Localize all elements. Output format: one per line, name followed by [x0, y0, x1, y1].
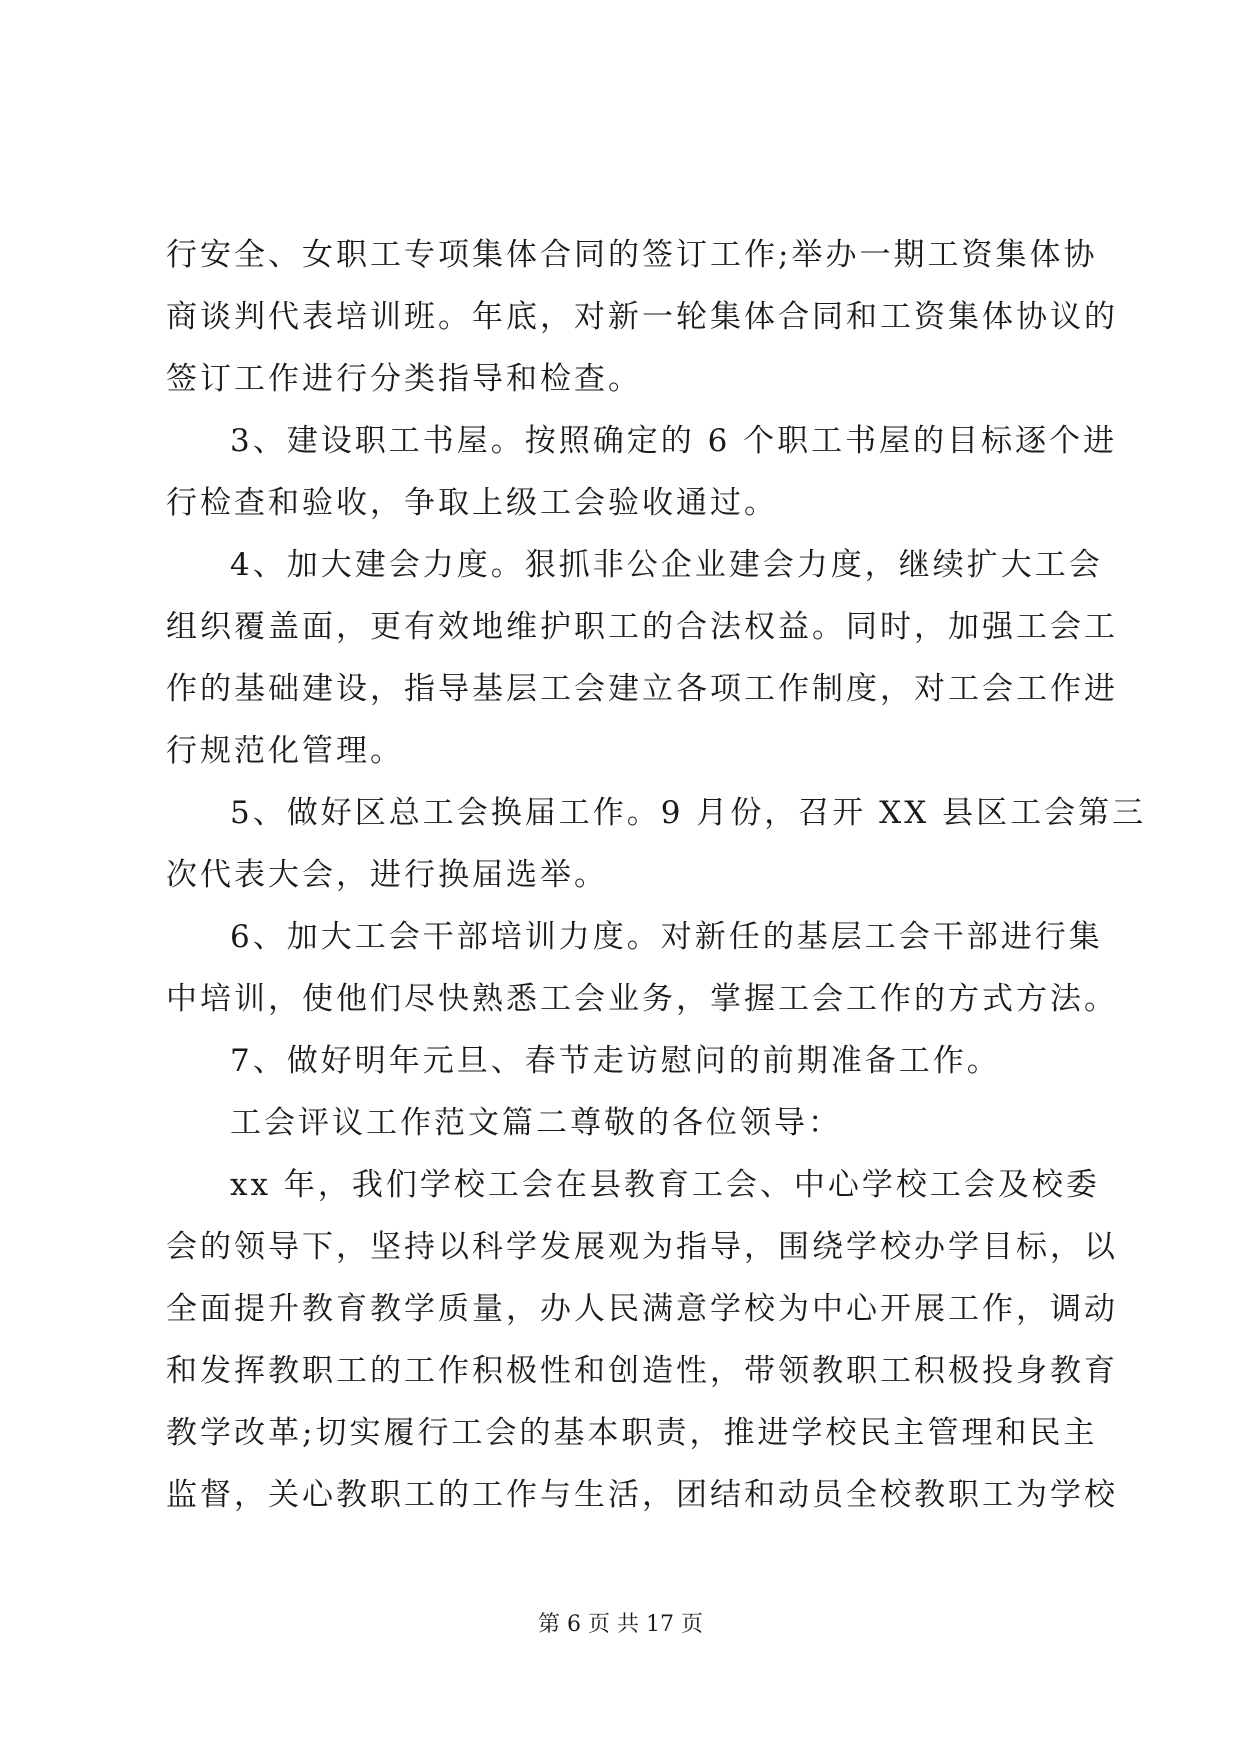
text-line: 教学改革;切实履行工会的基本职责，推进学校民主管理和民主	[166, 1415, 1098, 1451]
text-line: 行规范化管理。	[166, 733, 404, 769]
text-line: 3、建设职工书屋。按照确定的 6 个职工书屋的目标逐个进	[230, 423, 1118, 459]
text-line: 行检查和验收，争取上级工会验收通过。	[166, 485, 778, 521]
text-line: 监督，关心教职工的工作与生活，团结和动员全校教职工为学校	[166, 1477, 1118, 1513]
section-heading-line: 工会评议工作范文篇二尊敬的各位领导：	[230, 1105, 842, 1141]
text-line: 行安全、女职工专项集体合同的签订工作;举办一期工资集体协	[166, 237, 1098, 273]
document-body	[166, 224, 1147, 1526]
text-line: 中培训，使他们尽快熟悉工会业务，掌握工会工作的方式方法。	[166, 981, 1118, 1017]
text-line: 7、做好明年元旦、春节走访慰问的前期准备工作。	[230, 1043, 1001, 1079]
text-line: 签订工作进行分类指导和检查。	[166, 361, 642, 397]
text-line: 4、加大建会力度。狠抓非公企业建会力度，继续扩大工会	[230, 547, 1103, 583]
text-line: xx 年，我们学校工会在县教育工会、中心学校工会及校委	[230, 1167, 1100, 1203]
text-line: 组织覆盖面，更有效地维护职工的合法权益。同时，加强工会工	[166, 609, 1118, 645]
text-line: 5、做好区总工会换届工作。9 月份，召开 XX 县区工会第三	[230, 795, 1147, 831]
text-line: 次代表大会，进行换届选举。	[166, 857, 608, 893]
text-line: 和发挥教职工的工作积极性和创造性，带领教职工积极投身教育	[166, 1353, 1118, 1389]
text-line: 6、加大工会干部培训力度。对新任的基层工会干部进行集	[230, 919, 1103, 955]
text-line: 全面提升教育教学质量，办人民满意学校为中心开展工作，调动	[166, 1291, 1118, 1327]
page-number-footer: 第 6 页 共 17 页	[538, 1612, 703, 1637]
text-line: 会的领导下，坚持以科学发展观为指导，围绕学校办学目标，以	[166, 1229, 1118, 1265]
text-line: 商谈判代表培训班。年底，对新一轮集体合同和工资集体协议的	[166, 299, 1118, 335]
text-line: 作的基础建设，指导基层工会建立各项工作制度，对工会工作进	[166, 671, 1118, 707]
